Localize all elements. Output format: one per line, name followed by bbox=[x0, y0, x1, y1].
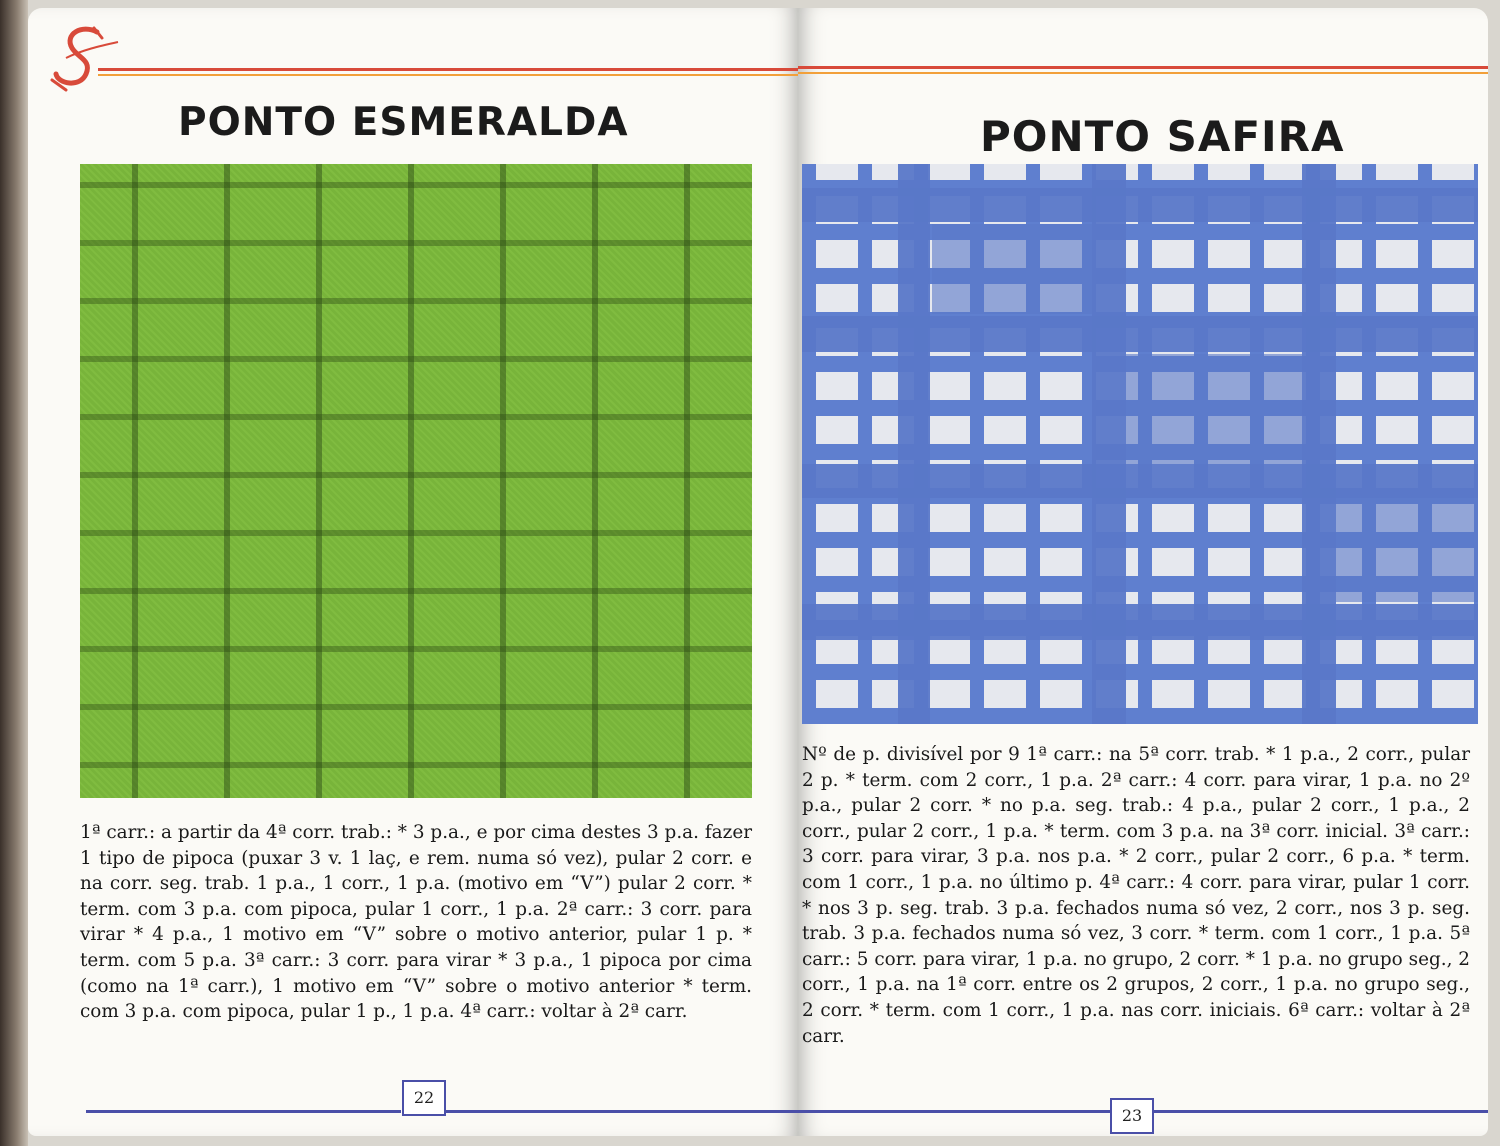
instructions-text: 1ª carr.: a partir da 4ª corr. trab.: * 3 p.a., e por cima destes 3 p.a. fazer 1 tipo de pipoca (puxar 3 v. 1 laç, e rem. numa só vez), pular 2 corr. e na corr. seg. trab. 1 p.a., 1 corr., 1 p.a. (motivo em “V”) pular 2 corr. * term. com 3 p.a. com pipoca, pular 1 corr., 1 p.a. 2ª carr.: 3 corr. para virar * 4 p.a., 1 motivo em “V” sobre o motivo anterior, pular 1 p. * term. com 5 p.a. 3ª carr.: 3 corr. para virar * 3 p.a., 1 pipoca por cima (como na 1ª carr.), 1 motivo em “V” sobre o motivo anterior * term. com 3 p.a. com pipoca, pular 1 p., 1 p.a. 4ª carr.: voltar à 2ª carr. bbox=[80, 822, 752, 1023]
esmeralda-stitch-photo bbox=[80, 164, 752, 798]
footer-rule-left bbox=[86, 1110, 401, 1113]
footer-rule-left bbox=[798, 1110, 1110, 1113]
header-rule bbox=[798, 66, 1488, 69]
stitch-instructions bbox=[802, 742, 1470, 1049]
page-title: PONTO SAFIRA bbox=[980, 112, 1345, 161]
left-page bbox=[28, 8, 798, 1136]
page-number: 23 bbox=[1110, 1098, 1154, 1134]
header-rule-accent bbox=[98, 74, 798, 76]
page-number: 22 bbox=[402, 1080, 446, 1116]
footer-rule-right bbox=[446, 1110, 798, 1113]
stitch-instructions bbox=[80, 820, 752, 1025]
instructions-text: Nº de p. divisível por 9 1ª carr.: na 5ª corr. trab. * 1 p.a., 2 corr., pular 2 p. * term. com 2 corr., 1 p.a. 2ª carr.: 4 corr. para virar, 1 p.a. no 2º p.a., pular 2 corr. * no p.a. seg. trab.: 4 p.a., pular 2 corr., 1 p.a., 2 corr., pular 2 corr., 1 p.a. * term. com 3 p.a. na 3ª corr. inicial. 3ª carr.: 3 corr. para virar, 3 p.a. nos p.a. * 2 corr., pular 2 corr., 6 p.a. * term. com 1 corr., 1 p.a. no último p. 4ª carr.: 4 corr. para virar, pular 1 corr. * nos 3 p. seg. trab. 3 p.a. fechados numa só vez, 2 corr., nos 3 p. seg. trab. 3 p.a. fechados numa só vez, 3 corr. * term. com 1 corr., 1 p.a. 5ª carr.: 5 corr. para virar, 1 p.a. no grupo, 2 corr. * 1 p.a. no grupo seg., 2 corr., 1 p.a. na 1ª corr. entre os 2 grupos, 2 corr., 1 p.a. no grupo seg., 2 corr. * term. com 1 corr., 1 p.a. nas corr. iniciais. 6ª carr.: voltar à 2ª carr. bbox=[802, 744, 1470, 1047]
right-page bbox=[798, 8, 1488, 1136]
footer-rule-right bbox=[1154, 1110, 1488, 1113]
header-rule-accent bbox=[798, 72, 1488, 74]
book-edge bbox=[0, 0, 28, 1146]
header-rule bbox=[98, 68, 798, 71]
decorative-s-logo bbox=[42, 18, 122, 98]
safira-stitch-photo bbox=[802, 164, 1478, 724]
page-title: PONTO ESMERALDA bbox=[178, 100, 629, 145]
